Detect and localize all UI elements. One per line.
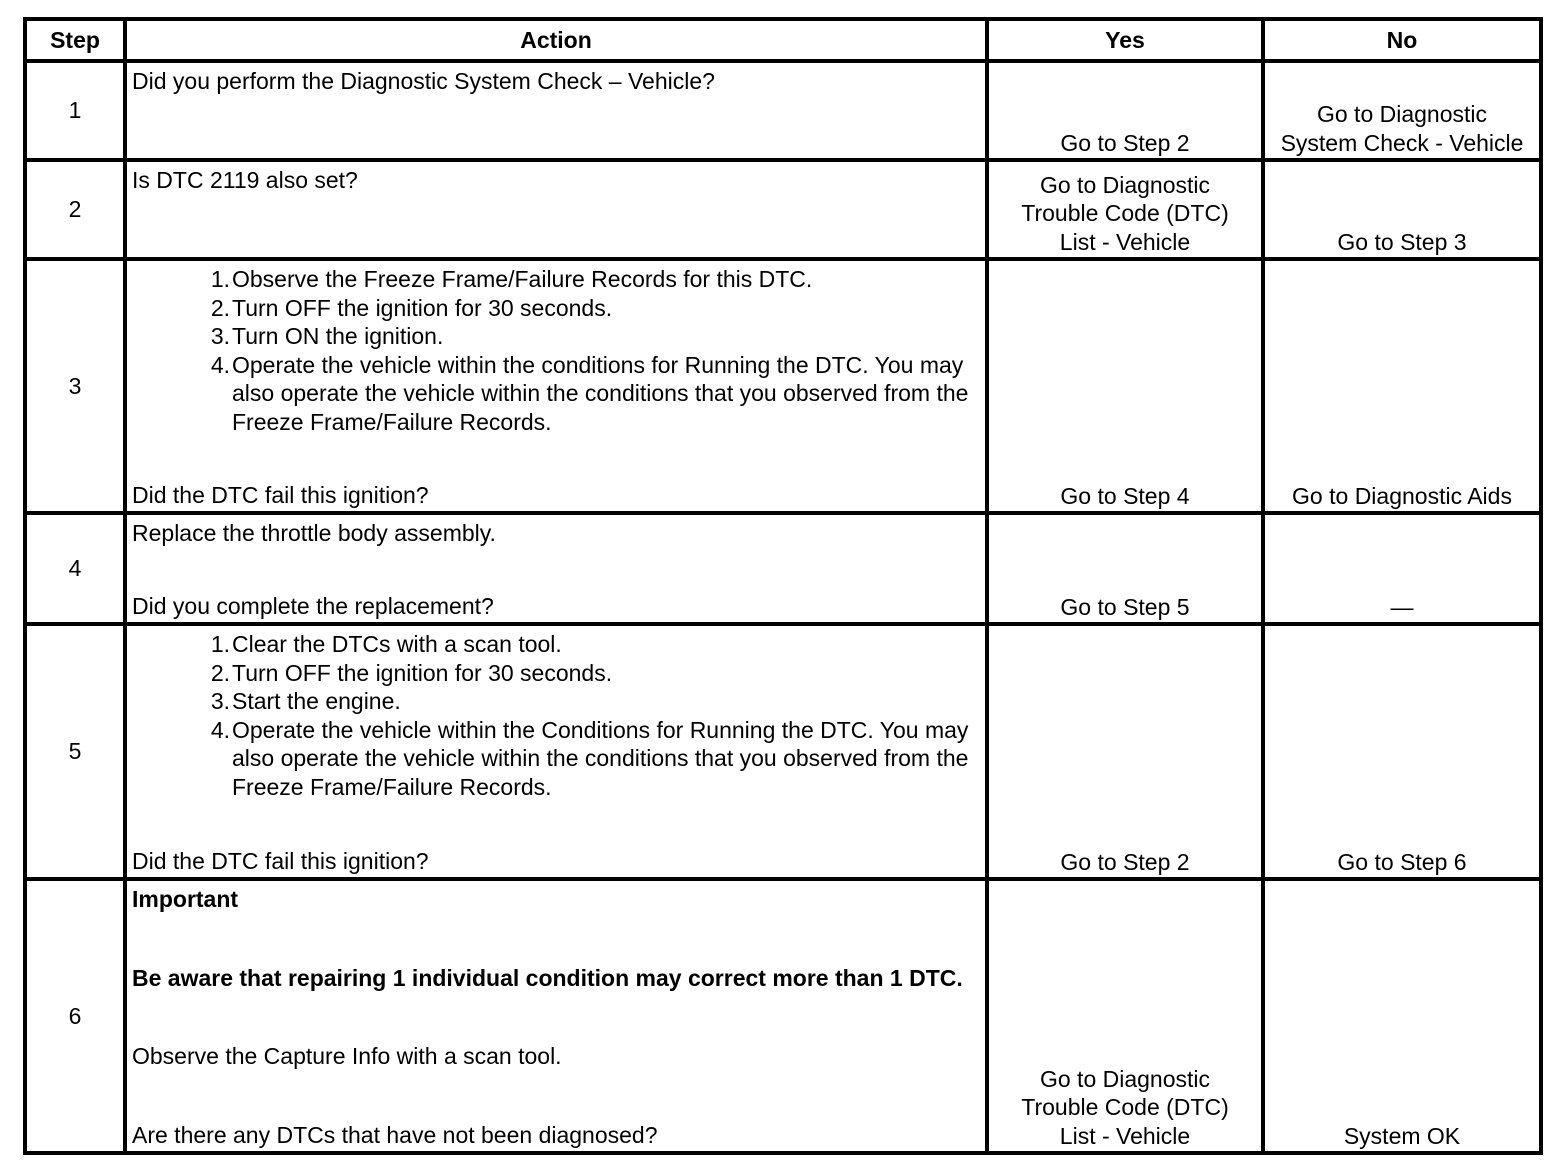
table-row	[25, 259, 1541, 513]
important-title: Important	[132, 886, 239, 912]
step-number: 6	[25, 879, 125, 1153]
action-cell	[125, 160, 987, 259]
list-item	[132, 265, 981, 294]
diagnostic-table	[23, 17, 1543, 1155]
no-result: Go to Diagnostic System Check - Vehicle	[1263, 61, 1541, 160]
substep-text: Turn ON the ignition.	[232, 323, 444, 349]
header-row	[25, 19, 1541, 61]
no-result: System OK	[1263, 879, 1541, 1153]
action-cell	[125, 513, 987, 624]
action-cell	[125, 624, 987, 879]
substep-number: 4.	[210, 716, 230, 743]
substep-number: 3.	[210, 323, 230, 349]
action-cell	[125, 61, 987, 160]
no-result: —	[1263, 513, 1541, 624]
substep-text: Observe the Freeze Frame/Failure Records for this DTC.	[232, 266, 813, 292]
no-result: Go to Step 6	[1263, 624, 1541, 879]
table-row	[25, 513, 1541, 624]
instruction-text: Replace the throttle body assembly.	[132, 520, 496, 546]
header-yes: Yes	[987, 19, 1263, 61]
no-result: Go to Step 3	[1263, 160, 1541, 259]
substep-number: 2.	[210, 294, 230, 321]
step-number: 3	[25, 259, 125, 513]
no-result: Go to Diagnostic Aids	[1263, 259, 1541, 513]
question-text: Did the DTC fail this ignition?	[132, 847, 429, 874]
substep-number: 4.	[210, 351, 230, 378]
table-row	[25, 61, 1541, 160]
substep-number: 1.	[210, 631, 230, 657]
list-item	[132, 322, 981, 351]
yes-result: Go to Diagnostic Trouble Code (DTC) List - Vehicle	[987, 879, 1263, 1153]
question-text: Is DTC 2119 also set?	[132, 167, 358, 193]
question-text: Are there any DTCs that have not been diagnosed?	[132, 1121, 658, 1148]
yes-result: Go to Step 5	[987, 513, 1263, 624]
header-step: Step	[25, 19, 125, 61]
list-item	[132, 630, 981, 659]
table-row	[25, 160, 1541, 259]
step-number: 1	[25, 61, 125, 160]
substep-list	[132, 630, 981, 801]
substep-text: Clear the DTCs with a scan tool.	[232, 631, 562, 657]
substep-number: 1.	[210, 266, 230, 292]
list-item	[132, 294, 981, 323]
step-number: 4	[25, 513, 125, 624]
substep-text: Start the engine.	[232, 688, 401, 714]
list-item	[132, 716, 981, 802]
table-row	[25, 879, 1541, 1153]
substep-text: Turn OFF the ignition for 30 seconds.	[232, 294, 613, 321]
substep-text: Operate the vehicle within the Conditions for Running the DTC. You may also operate the vehicle within the conditions that you observed from the Freeze Frame/Failure Records.	[232, 716, 969, 800]
substep-number: 2.	[210, 659, 230, 686]
question-text: Did you perform the Diagnostic System Check – Vehicle?	[132, 68, 715, 94]
table-row	[25, 624, 1541, 879]
substep-list	[132, 265, 981, 436]
question-text: Did the DTC fail this ignition?	[132, 481, 429, 508]
substep-number: 3.	[210, 688, 230, 714]
header-action: Action	[125, 19, 987, 61]
header-no: No	[1263, 19, 1541, 61]
yes-result: Go to Step 4	[987, 259, 1263, 513]
substep-text: Turn OFF the ignition for 30 seconds.	[232, 659, 613, 686]
yes-result: Go to Diagnostic Trouble Code (DTC) List - Vehicle	[987, 160, 1263, 259]
important-text: Be aware that repairing 1 individual condition may correct more than 1 DTC.	[132, 964, 963, 991]
question-text: Did you complete the replacement?	[132, 592, 494, 619]
instruction-text: Observe the Capture Info with a scan tool.	[132, 1043, 562, 1069]
list-item	[132, 659, 981, 688]
step-number: 5	[25, 624, 125, 879]
step-number: 2	[25, 160, 125, 259]
list-item	[132, 351, 981, 437]
list-item	[132, 687, 981, 716]
action-cell	[125, 259, 987, 513]
action-cell	[125, 879, 987, 1153]
yes-result: Go to Step 2	[987, 61, 1263, 160]
substep-text: Operate the vehicle within the conditions for Running the DTC. You may also operate the vehicle within the conditions that you observed from the Freeze Frame/Failure Records.	[232, 351, 969, 435]
yes-result: Go to Step 2	[987, 624, 1263, 879]
